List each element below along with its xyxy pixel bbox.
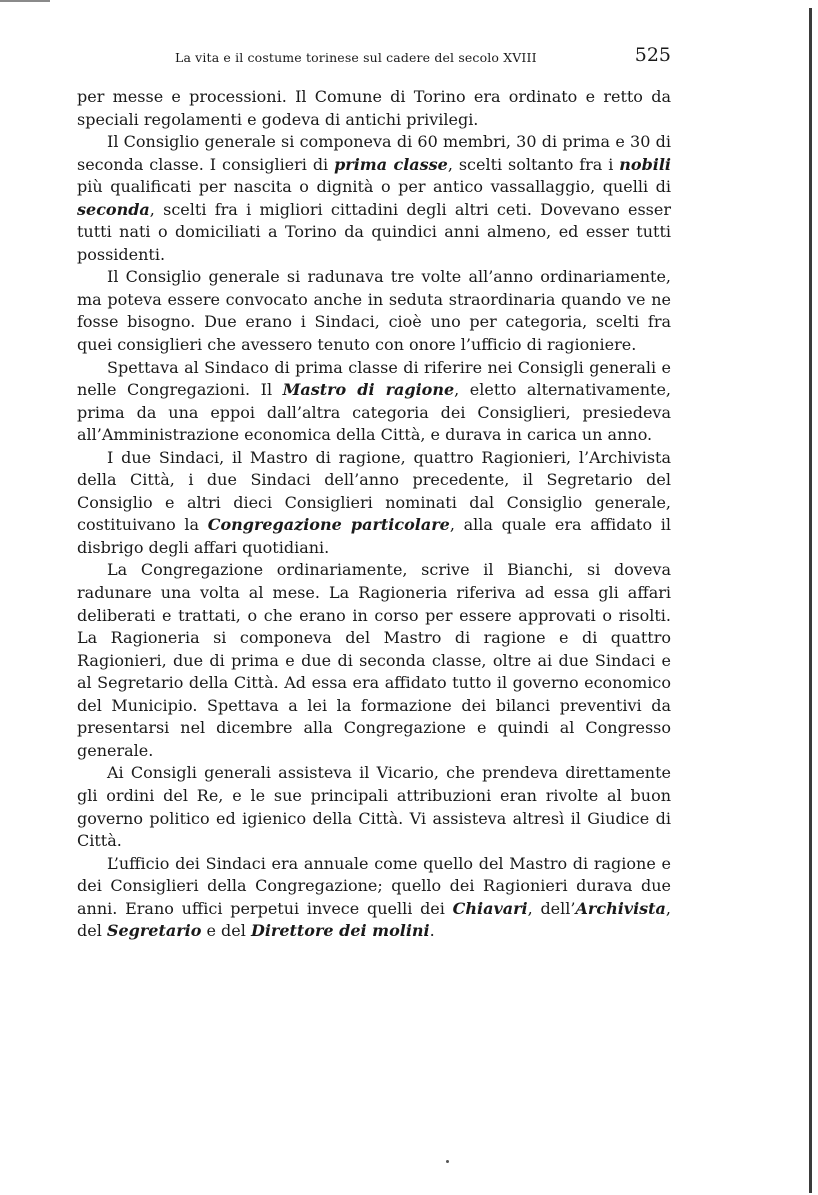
paragraph-3 bbox=[77, 266, 671, 356]
text-run: I due Sindaci, il Mastro di ragione, quattro Ragionieri, l’Archivista della Città, i due Sindaci dell’anno precedente, il Segretario del Consiglio e altri dieci Consiglieri nominati dal Consiglio generale, costituivano la bbox=[77, 447, 671, 535]
paragraph-6 bbox=[77, 559, 671, 762]
text-run: Spettava al Sindaco di prima classe di riferire nei Consigli generali e nelle Congregazioni. Il bbox=[77, 357, 671, 400]
paragraph-2 bbox=[77, 131, 671, 266]
scan-edge-top bbox=[0, 0, 50, 2]
italic-term: Archivista bbox=[575, 898, 666, 918]
page-header bbox=[77, 44, 671, 74]
text-run: , dell’ bbox=[527, 898, 576, 918]
italic-term: seconda bbox=[77, 199, 150, 219]
text-run: . bbox=[429, 921, 435, 941]
text-run: , scelti fra i migliori cittadini degli altri ceti. Dovevano esser tutti nati o domiciliati a Torino da quindici anni almeno, ed esser tutti possidenti. bbox=[77, 199, 671, 264]
text-run: , scelti soltanto fra i bbox=[447, 154, 620, 174]
italic-term: Direttore dei molini bbox=[250, 921, 430, 941]
italic-term: nobili bbox=[619, 154, 671, 174]
paragraph-7 bbox=[77, 762, 671, 852]
text-run: , eletto alternativamente, prima da una eppoi dall’altra categoria dei Consiglieri, presiedeva all’Amministrazione economica della Città, e durava in carica un anno. bbox=[77, 380, 672, 445]
paragraph-5 bbox=[77, 447, 671, 560]
italic-term: prima classe bbox=[334, 154, 448, 174]
text-run: per messe e processioni. Il Comune di Torino era ordinato e retto da speciali regolamenti e godeva di antichi privilegi. bbox=[77, 87, 671, 129]
italic-term: Mastro di ragione bbox=[282, 380, 455, 400]
text-run: e del bbox=[201, 921, 251, 941]
italic-term: Segretario bbox=[106, 921, 202, 941]
paragraph-8 bbox=[77, 853, 671, 943]
text-run: Ai Consigli generali assisteva il Vicario, che prendeva direttamente gli ordini del Re, e le sue principali attribuzioni eran rivolte al buon governo politico ed igienico della Città. Vi assisteva altresì il Giudice di Città. bbox=[77, 763, 671, 851]
paragraph-4 bbox=[77, 357, 671, 447]
text-run: , del bbox=[77, 898, 672, 941]
text-run: Il Consiglio generale si componeva di 60 membri, 30 di prima e 30 di seconda classe. I consiglieri di bbox=[77, 132, 671, 174]
text-run: , alla quale era affidato il disbrigo degli affari quotidiani. bbox=[77, 515, 672, 557]
scan-speck bbox=[446, 1160, 449, 1163]
text-run: L’ufficio dei Sindaci era annuale come quello del Mastro di ragione e dei Consiglieri della Congregazione; quello dei Ragionieri durava due anni. Erano uffici perpetui invece quelli dei bbox=[77, 853, 671, 918]
text-run: Il Consiglio generale si radunava tre volte all’anno ordinariamente, ma poteva essere convocato anche in seduta straordinaria quando ve ne fosse bisogno. Due erano i Sindaci, cioè uno per categoria, scelti fra quei consiglieri che avessero tenuto con onore l’ufficio di ragioniere. bbox=[77, 267, 671, 355]
running-head: La vita e il costume torinese sul cadere del secolo XVIII bbox=[175, 50, 537, 65]
scan-edge-right bbox=[809, 8, 812, 1193]
italic-term: Congregazione particolare bbox=[207, 515, 450, 535]
text-run: La Congregazione ordinariamente, scrive il Bianchi, si doveva radunare una volta al mese. La Ragioneria riferiva ad essa gli affari deliberati e trattati, o che erano in corso per essere approvati o risolti. La Ragioneria si componeva del Mastro di ragione e di quattro Ragionieri, due di prima e due di seconda classe, oltre ai due Sindaci e al Segretario della Città. Ad essa era affidato tutto il governo economico del Municipio. Spettava a lei la formazione dei bilanci preventivi da presentarsi nel dicembre alla Congregazione e quindi al Congresso generale. bbox=[77, 560, 671, 760]
italic-term: Chiavari bbox=[452, 898, 528, 918]
text-run: più qualificati per nascita o dignità o per antico vassallaggio, quelli di bbox=[77, 177, 671, 197]
page-number: 525 bbox=[634, 44, 671, 66]
text-body bbox=[77, 86, 671, 943]
paragraph-1 bbox=[77, 86, 671, 131]
